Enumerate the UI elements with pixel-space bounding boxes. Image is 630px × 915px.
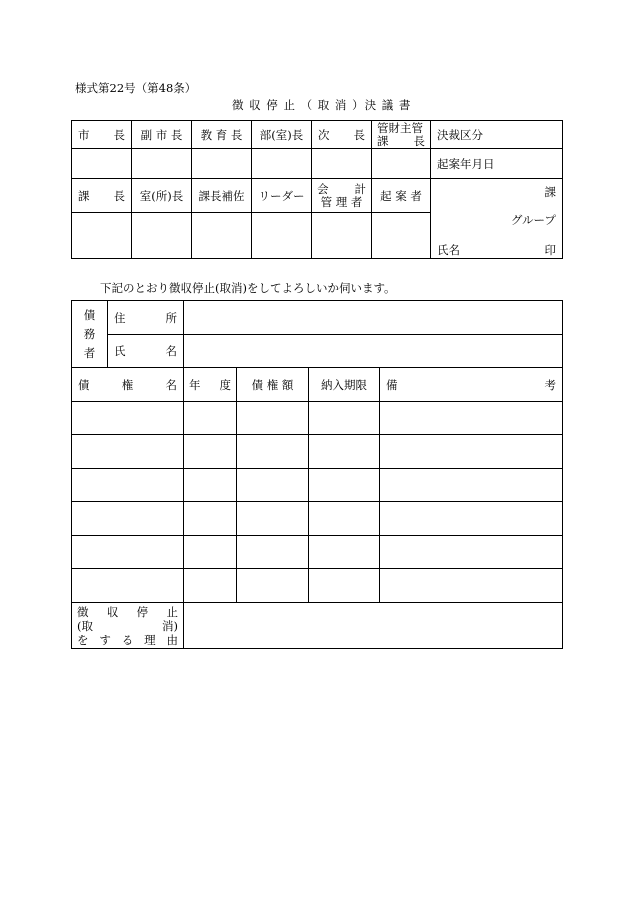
remarks-cell[interactable] xyxy=(380,402,563,435)
remarks-cell[interactable] xyxy=(380,435,563,469)
claim-name-cell[interactable] xyxy=(72,469,184,502)
approver-kanzai-label xyxy=(372,121,431,149)
approver-assistant-label: 課長補佐 xyxy=(192,179,252,213)
year-cell[interactable] xyxy=(184,469,237,502)
drafter-info-cell xyxy=(431,179,563,259)
approver-office-label: 室(所)長 xyxy=(132,179,192,213)
stamp-section-chief xyxy=(72,213,132,259)
table-row xyxy=(72,402,563,435)
stamp-dept xyxy=(252,149,312,179)
kanzai-line1: 管財主管 xyxy=(377,120,423,135)
reason-line1: 徴 収 停 止 xyxy=(77,604,178,619)
amount-cell[interactable] xyxy=(237,469,309,502)
year-cell[interactable] xyxy=(184,435,237,469)
approval-table xyxy=(71,120,563,259)
kessai-label: 決裁区分 xyxy=(431,121,563,149)
amount-cell[interactable] xyxy=(237,402,309,435)
amount-cell[interactable] xyxy=(237,536,309,569)
due-cell[interactable] xyxy=(309,435,380,469)
kian-date-label: 起案年月日 xyxy=(431,149,563,179)
seal-label: 印 xyxy=(544,243,556,257)
col-year: 年 度 xyxy=(184,368,237,402)
year-cell[interactable] xyxy=(184,569,237,603)
approver-vice-mayor-label: 副 市 長 xyxy=(132,121,192,149)
kanzai-line2: 課 長 xyxy=(377,133,425,148)
claim-name-cell[interactable] xyxy=(72,502,184,536)
col-amount: 債 権 額 xyxy=(237,368,309,402)
table-row xyxy=(72,469,563,502)
table-row xyxy=(72,502,563,536)
kaikei-line1: 会 計 xyxy=(317,181,366,196)
col-claim-name: 債 権 名 xyxy=(72,368,184,402)
stamp-leader xyxy=(252,213,312,259)
form-title: 徴 収 停 止 （ 取 消 ）決 議 書 xyxy=(232,98,412,112)
shimei-label: 氏名 xyxy=(437,243,460,257)
reason-line2: (取 消) xyxy=(77,618,178,633)
due-cell[interactable] xyxy=(309,502,380,536)
table-row xyxy=(72,536,563,569)
stamp-assistant xyxy=(192,213,252,259)
year-cell[interactable] xyxy=(184,502,237,536)
approver-mayor-label: 市 長 xyxy=(72,121,132,149)
debtor-label xyxy=(72,301,108,368)
ka-label: 課 xyxy=(544,185,556,199)
approver-dept-label: 部(室)長 xyxy=(252,121,312,149)
due-cell[interactable] xyxy=(309,469,380,502)
stamp-kanzai xyxy=(372,149,431,179)
approver-deputy-label: 次 長 xyxy=(312,121,372,149)
claim-name-cell[interactable] xyxy=(72,402,184,435)
reason-field[interactable] xyxy=(184,603,563,649)
name-label: 氏 名 xyxy=(108,335,184,368)
stamp-deputy xyxy=(312,149,372,179)
table-row xyxy=(72,569,563,603)
remarks-cell[interactable] xyxy=(380,569,563,603)
remarks-cell[interactable] xyxy=(380,469,563,502)
drafter-label: 起 案 者 xyxy=(372,179,431,213)
col-due-date: 納入期限 xyxy=(309,368,380,402)
approver-education-label: 教 育 長 xyxy=(192,121,252,149)
kaikei-line2: 管 理 者 xyxy=(320,194,363,209)
amount-cell[interactable] xyxy=(237,569,309,603)
reason-label xyxy=(72,603,184,649)
claim-name-cell[interactable] xyxy=(72,435,184,469)
stamp-drafter xyxy=(372,213,431,259)
claim-name-cell[interactable] xyxy=(72,536,184,569)
table-row xyxy=(72,435,563,469)
name-field[interactable] xyxy=(184,335,563,368)
due-cell[interactable] xyxy=(309,536,380,569)
address-field[interactable] xyxy=(184,301,563,335)
stamp-education xyxy=(192,149,252,179)
due-cell[interactable] xyxy=(309,402,380,435)
year-cell[interactable] xyxy=(184,402,237,435)
address-label: 住 所 xyxy=(108,301,184,335)
remarks-cell[interactable] xyxy=(380,536,563,569)
stamp-office xyxy=(132,213,192,259)
debtor-char-1: 債 xyxy=(83,308,96,322)
year-cell[interactable] xyxy=(184,536,237,569)
approver-leader-label: リーダー xyxy=(252,179,312,213)
claim-name-cell[interactable] xyxy=(72,569,184,603)
main-table xyxy=(71,300,563,649)
col-remarks: 備 考 xyxy=(380,368,563,402)
approver-accounting-label xyxy=(312,179,372,213)
stamp-accounting xyxy=(312,213,372,259)
debtor-char-3: 者 xyxy=(83,346,96,360)
remarks-cell[interactable] xyxy=(380,502,563,536)
statement-text: 下記のとおり徴収停止(取消)をしてよろしいか伺います。 xyxy=(100,281,396,295)
debtor-char-2: 務 xyxy=(83,327,96,341)
due-cell[interactable] xyxy=(309,569,380,603)
stamp-mayor xyxy=(72,149,132,179)
form-number: 様式第22号（第48条） xyxy=(75,81,197,95)
amount-cell[interactable] xyxy=(237,502,309,536)
reason-line3: を す る 理 由 xyxy=(77,632,178,647)
stamp-vice-mayor xyxy=(132,149,192,179)
approver-section-chief-label: 課 長 xyxy=(72,179,132,213)
amount-cell[interactable] xyxy=(237,435,309,469)
group-label: グループ xyxy=(510,213,556,227)
